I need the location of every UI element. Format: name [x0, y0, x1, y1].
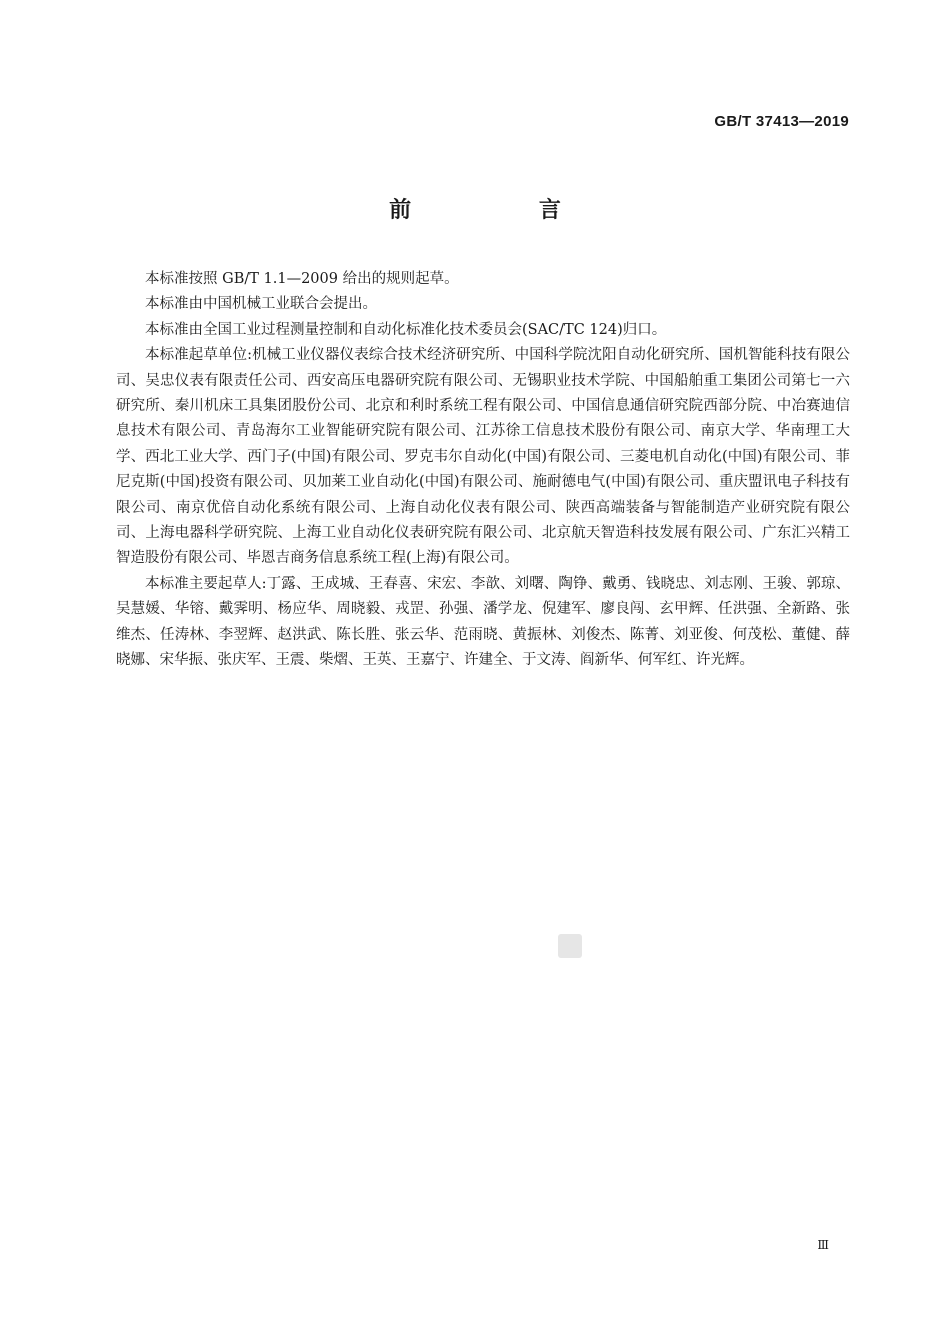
- page-title: 前 言: [389, 198, 621, 223]
- paragraph-committee: 本标准由全国工业过程测量控制和自动化标准化技术委员会(SAC/TC 124)归口。: [145, 321, 667, 338]
- page-number: Ⅲ: [817, 1238, 829, 1252]
- document-body: [116, 267, 850, 674]
- paragraph-drafting-units: 本标准起草单位:机械工业仪器仪表综合技术经济研究所、中国科学院沈阳自动化研究所、国机智能科技有限公司、吴忠仪表有限责任公司、西安高压电器研究院有限公司、无锡职业技术学院、中国船舶重工集团公司第七一六研究所、秦川机床工具集团股份公司、北京和利时系统工程有限公司、中国信息通信研究院西部分院、中冶赛迪信息技术有限公司、青岛海尔工业智能研究院有限公司、江苏徐工信息技术股份有限公司、南京大学、华南理工大学、西北工业大学、西门子(中国)有限公司、罗克韦尔自动化(中国)有限公司、三菱电机自动化(中国)有限公司、菲尼克斯(中国)投资有限公司、贝加莱工业自动化(中国)有限公司、施耐德电气(中国)有限公司、重庆盟讯电子科技有限公司、南京优倍自动化系统有限公司、上海自动化仪表有限公司、陕西高端装备与智能制造产业研究院有限公司、上海电器科学研究院、上海工业自动化仪表研究院有限公司、北京航天智造科技发展有限公司、广东汇兴精工智造股份有限公司、毕恩吉商务信息系统工程(上海)有限公司。: [116, 347, 850, 567]
- standard-code: GB/T 37413—2019: [714, 113, 849, 130]
- gray-square-mark: [558, 934, 582, 958]
- paragraph-drafters: 本标准主要起草人:丁露、王成城、王春喜、宋宏、李歆、刘曙、陶铮、戴勇、钱晓忠、刘志刚、王骏、郭琼、吴慧媛、华镕、戴霁明、杨应华、周晓毅、戎罡、孙强、潘学龙、倪建军、廖良闯、玄甲辉、任洪强、全新路、张维杰、任涛林、李翌辉、赵洪武、陈长胜、张云华、范雨晓、黄振林、刘俊杰、陈菁、刘亚俊、何茂松、董健、薛晓娜、宋华振、张庆军、王震、柴熠、王英、王嘉宁、许建全、于文涛、阎新华、何军红、许光辉。: [116, 575, 850, 669]
- paragraph-drafting-rules: 本标准按照 GB/T 1.1—2009 给出的规则起草。: [145, 271, 459, 287]
- paragraph-proposer: 本标准由中国机械工业联合会提出。: [145, 296, 377, 313]
